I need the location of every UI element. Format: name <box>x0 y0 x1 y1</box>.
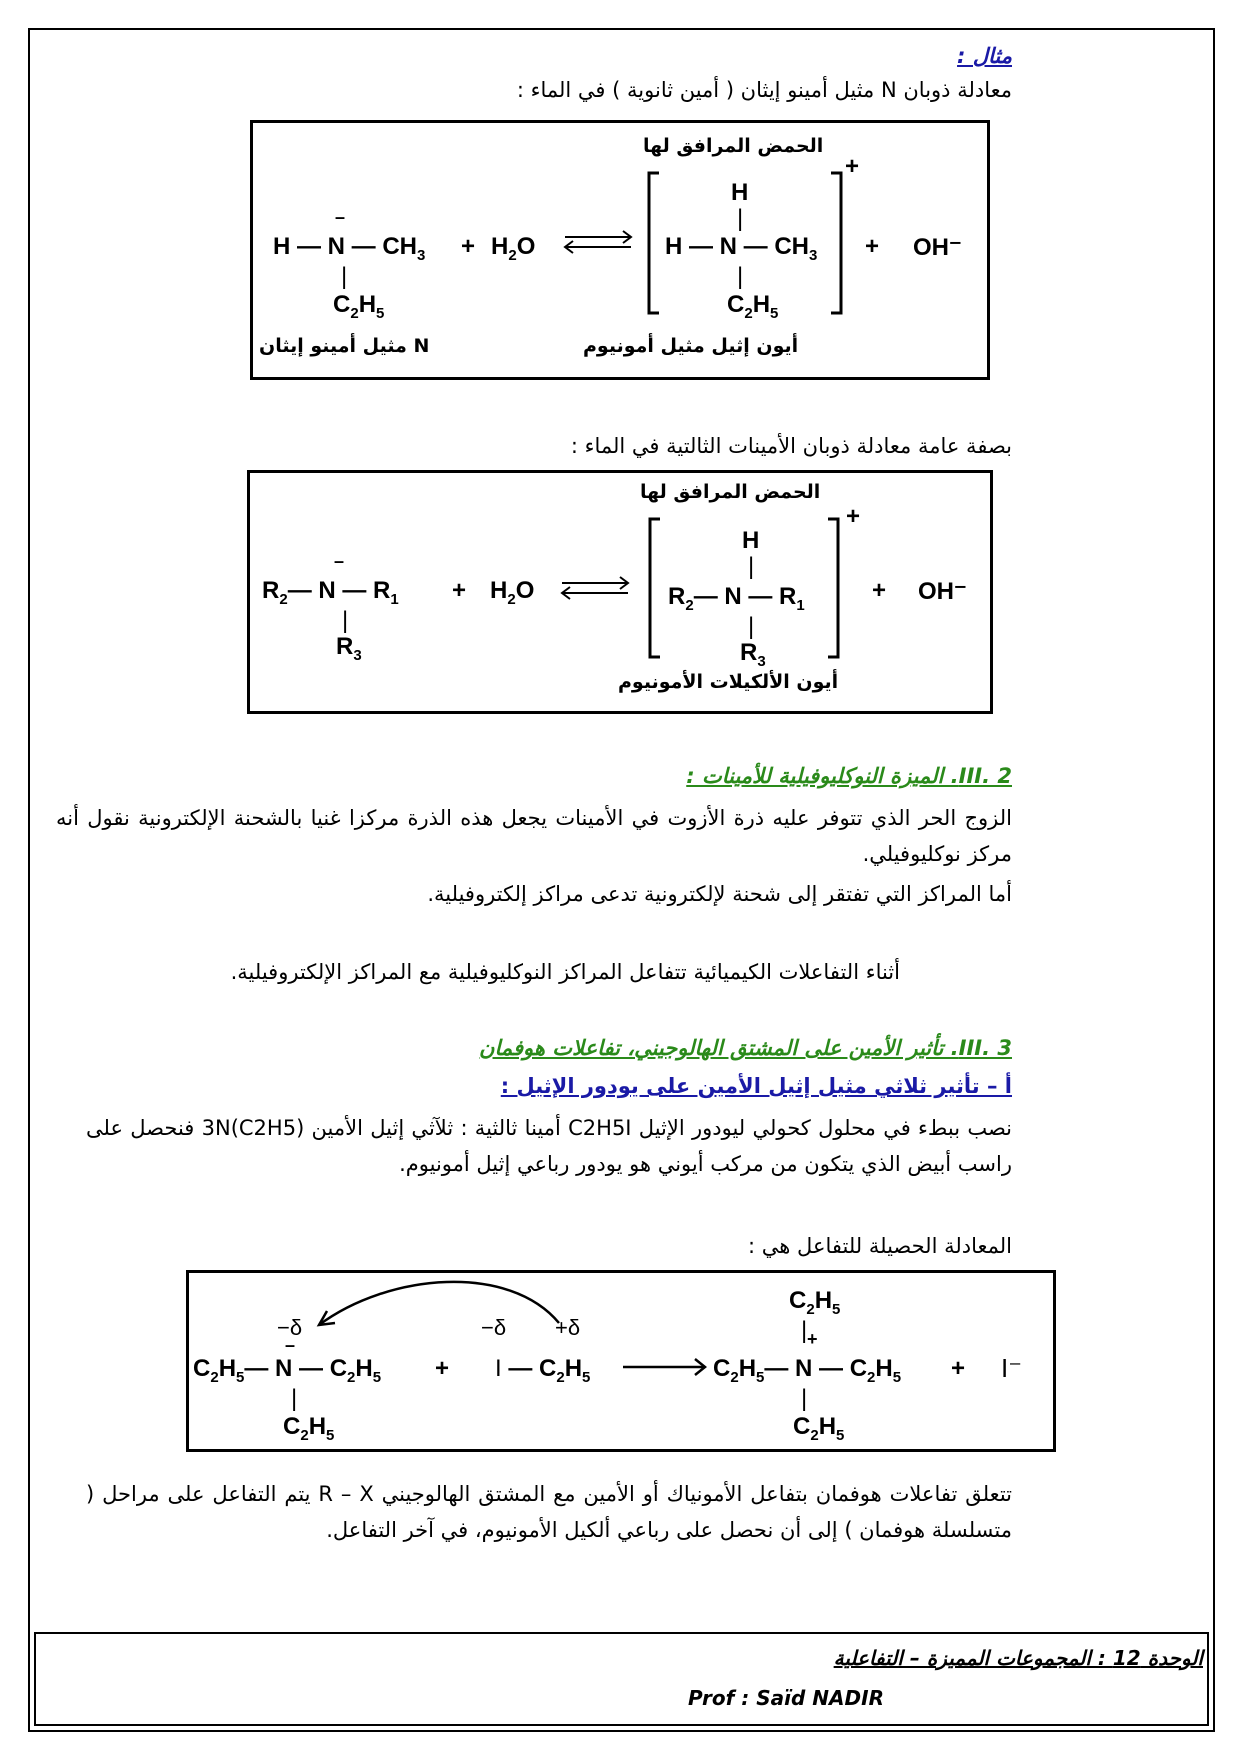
eq2-charge: + <box>846 503 861 530</box>
eq3-drawing <box>189 1273 1053 1449</box>
eq1-charge: + <box>845 153 860 180</box>
example-intro: معادلة ذوبان N مثيل أمينو إيثان ( أمين ثانوية ) في الماء : <box>516 78 1012 102</box>
eq2-r3-right: $R_3$ <box>740 639 766 670</box>
eq2-conjugate-acid-label: الحمض المرافق لها <box>640 481 821 503</box>
eq1-drawing <box>253 123 987 377</box>
eq2-hydroxide: OH⁻ <box>918 578 967 605</box>
eq2-ion-main: $R_2—$ N — $R_1$ <box>668 583 805 614</box>
eq2-plus-2: + <box>872 577 887 604</box>
eq3-delta-minus-n: −δ <box>277 1315 303 1340</box>
section3-title: III. 3. تأثير الأمين على المشتق الهالوجيني، تفاعلات هوفمان <box>479 1036 1012 1060</box>
equation-box-2 <box>247 470 993 714</box>
section3-para1: نصب ببطء في محلول كحولي ليودور الإثيل C2H5I أمينا ثالثية : ثلآثي إثيل الأمين (C2H5)3N فنحصل على راسب أبيض الذي يتكون من مركب أيوني هو يودور رباعي إثيل أمونيوم. <box>86 1116 1013 1176</box>
section2-para1: الزوج الحر الذي تتوفر عليه ذرة الأزوت في الأمينات يجعل هذه الذرة مركزا غنيا بالشحنة الإلكترونية نقول أنه مركز نوكليوفيلي. <box>56 806 1012 866</box>
eq2-ion-label: أيون الألكيلات الأمونيوم <box>618 671 839 693</box>
section3-para2: تتعلق تفاعلات هوفمان بتفاعل الأمونياك أو الأمين مع المشتق الهالوجيني R – X يتم التفاعل على مراحل ( متسلسلة هوفمان ) إلى أن نحصل على رباعي ألكيل الأمونيوم، في آخر التفاعل. <box>86 1482 1012 1542</box>
footer-author: Prof : Saïd NADIR <box>688 1686 884 1710</box>
eq1-hydroxide: OH⁻ <box>913 234 962 261</box>
eq1-conjugate-acid-label: الحمض المرافق لها <box>643 135 824 157</box>
eq3-delta-minus-i: −δ <box>481 1315 507 1340</box>
section3-eq-intro: المعادلة الحصيلة للتفاعل هي : <box>748 1234 1012 1258</box>
section2-title: III. 2. الميزة النوكليوفيلية للأمينات : <box>686 764 1012 788</box>
eq1-ion-main: H — N — $CH_3$ <box>665 233 818 264</box>
example-title: مثال : <box>957 44 1012 68</box>
eq2-r3-left: $R_3$ <box>336 633 362 664</box>
section2-para2: أما المراكز التي تفتقر إلى شحنة لإلكترونية تدعى مراكز إلكتروفيلية. <box>427 882 1012 906</box>
eq1-ion-label: أيون إثيل مثيل أمونيوم <box>583 335 799 357</box>
eq3-product-main: $C_2H_5—$ N — $C_2H_5$ <box>713 1355 902 1386</box>
eq2-amine-main: $R_2—$ N — $R_1$ <box>262 577 399 608</box>
footer-box <box>34 1632 1209 1726</box>
eq1-n-bond: | <box>341 263 348 290</box>
eq3-plus-2: + <box>951 1355 966 1382</box>
eq1-lone-pair: – <box>335 207 346 227</box>
eq3-product-c2h5-top: $C_2H_5$ <box>789 1287 841 1318</box>
eq3-ethyl-iodide: I — $C_2H_5$ <box>495 1355 591 1386</box>
eq1-c2h5-right: $C_2H_5$ <box>727 291 779 322</box>
eq1-h-top: H <box>731 179 749 206</box>
eq1-plus-2: + <box>865 233 880 260</box>
footer-unit: الوحدة 12 : المجموعات المميزة – التفاعلية <box>833 1646 1203 1670</box>
eq2-plus-1: + <box>452 577 467 604</box>
eq1-bottom-bond: | <box>737 263 744 290</box>
section2-para3: أثناء التفاعلات الكيميائية تتفاعل المراكز النوكليوفيلية مع المراكز الإلكتروفيلية. <box>230 960 900 984</box>
eq3-plus-1: + <box>435 1355 450 1382</box>
eq2-bond-left: | <box>342 607 349 634</box>
eq2-water: $H_2O$ <box>490 577 535 608</box>
eq1-amine-label: N مثيل أمينو إيثان <box>259 335 430 357</box>
eq1-water: $H_2O$ <box>491 233 536 264</box>
eq3-product-bottom-bond: | <box>801 1385 808 1412</box>
general-intro: بصفة عامة معادلة ذوبان الأمينات الثالتية في الماء : <box>570 434 1012 458</box>
equation-box-1 <box>250 120 990 380</box>
eq1-h-left: H — N — $CH_3$ <box>273 233 426 264</box>
eq3-amine-lone-pair: – <box>285 1335 296 1355</box>
eq3-product-top-bond: | <box>801 1317 808 1344</box>
section3-subtitle: أ – تأثير ثلاثي مثيل إثيل الأمين على يودور الإثيل : <box>500 1074 1012 1098</box>
eq3-amine-c2h5-bottom: $C_2H_5$ <box>283 1413 335 1444</box>
equation-box-3 <box>186 1270 1056 1452</box>
eq1-top-bond: | <box>737 205 744 232</box>
eq3-product-plus: + <box>807 1329 818 1349</box>
eq2-drawing <box>250 473 990 711</box>
eq2-top-bond: | <box>748 553 755 580</box>
eq3-iodide: I⁻ <box>1001 1353 1022 1383</box>
eq3-amine-bond: | <box>291 1385 298 1412</box>
eq2-h-top: H <box>742 527 760 554</box>
eq3-amine-main: $C_2H_5—$ N — $C_2H_5$ <box>193 1355 382 1386</box>
eq2-lone-pair: – <box>334 551 345 571</box>
eq1-c2h5-left: $C_2H_5$ <box>333 291 385 322</box>
eq3-product-c2h5-bottom: $C_2H_5$ <box>793 1413 845 1444</box>
eq3-delta-plus-c: +δ <box>555 1315 581 1340</box>
eq1-plus-1: + <box>461 233 476 260</box>
eq2-bottom-bond: | <box>748 613 755 640</box>
